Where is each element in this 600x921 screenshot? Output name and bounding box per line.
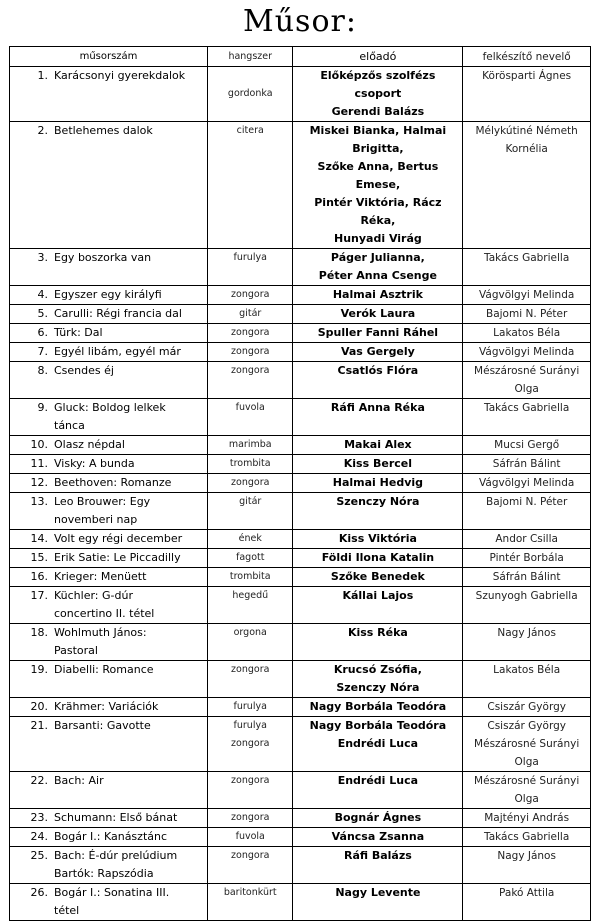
cell-teacher: Csiszár György (463, 698, 591, 717)
cell-piece (10, 661, 208, 698)
row-number: 24. (30, 830, 48, 843)
cell-teacher: Takács Gabriella (463, 828, 591, 847)
piece-title: Diabelli: Romance (54, 663, 154, 676)
cell-teacher: Nagy János (463, 624, 591, 661)
row-number: 13. (30, 495, 48, 508)
piece-title: Bogár I.: Sonatina III. tétel (54, 886, 170, 917)
cell-instrument: gordonka (208, 67, 293, 122)
table-row (10, 455, 591, 474)
header-instrument: hangszer (208, 47, 293, 67)
row-number: 1. (37, 69, 48, 82)
cell-piece (10, 847, 208, 884)
cell-performer: Halmai Hedvig (293, 474, 463, 493)
cell-piece (10, 884, 208, 921)
cell-performer: Krucsó Zsófia, Szenczy Nóra (293, 661, 463, 698)
row-number: 22. (30, 774, 48, 787)
table-row (10, 67, 591, 122)
cell-teacher: Sáfrán Bálint (463, 568, 591, 587)
piece-title: Türk: Dal (54, 326, 103, 339)
cell-piece (10, 809, 208, 828)
cell-piece (10, 624, 208, 661)
cell-piece (10, 455, 208, 474)
cell-instrument: furulya zongora (208, 717, 293, 772)
cell-instrument: orgona (208, 624, 293, 661)
cell-instrument: marimba (208, 436, 293, 455)
cell-instrument: hegedű (208, 587, 293, 624)
table-row (10, 809, 591, 828)
row-number: 4. (37, 288, 48, 301)
table-row (10, 249, 591, 286)
cell-teacher: Mélykútiné Németh Kornélia (463, 122, 591, 249)
table-row (10, 661, 591, 698)
piece-title: Barsanti: Gavotte (54, 719, 151, 732)
table-row (10, 717, 591, 772)
row-number: 17. (30, 589, 48, 602)
cell-instrument: trombita (208, 568, 293, 587)
cell-teacher: Mészárosné Surányi Olga (463, 772, 591, 809)
cell-performer: Vas Gergely (293, 343, 463, 362)
cell-piece (10, 436, 208, 455)
table-row (10, 828, 591, 847)
table-row (10, 549, 591, 568)
cell-performer: Előképzős szolfézs csoport Gerendi Balázs (293, 67, 463, 122)
cell-performer: Endrédi Luca (293, 772, 463, 809)
row-number: 18. (30, 626, 48, 639)
cell-performer: Miskei Bianka, Halmai Brigitta, Szőke Anna, Bertus Emese, Pintér Viktória, Rácz Réka, Hunyadi Virág (293, 122, 463, 249)
piece-title: Küchler: G-dúr concertino II. tétel (54, 589, 155, 620)
row-number: 15. (30, 551, 48, 564)
cell-piece (10, 828, 208, 847)
cell-instrument: fuvola (208, 399, 293, 436)
cell-instrument: gitár (208, 493, 293, 530)
header-piece: műsorszám (10, 47, 208, 67)
row-number: 19. (30, 663, 48, 676)
cell-piece (10, 772, 208, 809)
piece-title: Volt egy régi december (54, 532, 183, 545)
cell-piece (10, 305, 208, 324)
piece-title: Carulli: Régi francia dal (54, 307, 182, 320)
cell-performer: Kiss Viktória (293, 530, 463, 549)
row-number: 2. (37, 124, 48, 137)
cell-instrument: citera (208, 122, 293, 249)
piece-title: Bach: É-dúr prelúdium Bartók: Rapszódia (54, 849, 178, 880)
piece-title: Wohlmuth János: Pastoral (54, 626, 147, 657)
table-row (10, 568, 591, 587)
cell-performer: Csatlós Flóra (293, 362, 463, 399)
piece-title: Schumann: Első bánat (54, 811, 178, 824)
cell-piece (10, 343, 208, 362)
table-row (10, 493, 591, 530)
cell-teacher: Csiszár György Mészárosné Surányi Olga (463, 717, 591, 772)
cell-teacher: Takács Gabriella (463, 399, 591, 436)
table-row (10, 122, 591, 249)
cell-teacher: Pintér Borbála (463, 549, 591, 568)
cell-instrument: fuvola (208, 828, 293, 847)
cell-performer: Páger Julianna, Péter Anna Csenge (293, 249, 463, 286)
cell-teacher: Lakatos Béla (463, 324, 591, 343)
piece-title: Egyszer egy királyfi (54, 288, 162, 301)
cell-piece (10, 717, 208, 772)
table-row (10, 624, 591, 661)
piece-title: Bach: Air (54, 774, 104, 787)
cell-piece (10, 698, 208, 717)
cell-instrument: zongora (208, 847, 293, 884)
cell-performer: Makai Alex (293, 436, 463, 455)
row-number: 5. (37, 307, 48, 320)
piece-title: Leo Brouwer: Egy novemberi nap (54, 495, 151, 526)
piece-title: Visky: A bunda (54, 457, 135, 470)
cell-instrument: zongora (208, 286, 293, 305)
table-row (10, 474, 591, 493)
row-number: 3. (37, 251, 48, 264)
piece-title: Karácsonyi gyerekdalok (54, 69, 186, 82)
cell-performer: Nagy Borbála Teodóra (293, 698, 463, 717)
row-number: 6. (37, 326, 48, 339)
cell-piece (10, 249, 208, 286)
cell-performer: Ráfi Anna Réka (293, 399, 463, 436)
row-number: 9. (37, 401, 48, 414)
cell-instrument: furulya (208, 249, 293, 286)
cell-teacher: Vágvölgyi Melinda (463, 286, 591, 305)
piece-title: Csendes éj (54, 364, 114, 377)
row-number: 7. (37, 345, 48, 358)
piece-title: Betlehemes dalok (54, 124, 153, 137)
cell-performer: Verók Laura (293, 305, 463, 324)
cell-performer: Spuller Fanni Ráhel (293, 324, 463, 343)
cell-instrument: zongora (208, 809, 293, 828)
cell-teacher: Bajomi N. Péter (463, 493, 591, 530)
program-table (9, 46, 591, 921)
piece-title: Bogár I.: Kanásztánc (54, 830, 168, 843)
row-number: 25. (30, 849, 48, 862)
cell-instrument: furulya (208, 698, 293, 717)
cell-performer: Kiss Bercel (293, 455, 463, 474)
table-row (10, 286, 591, 305)
cell-performer: Szenczy Nóra (293, 493, 463, 530)
table-row (10, 324, 591, 343)
cell-teacher: Nagy János (463, 847, 591, 884)
piece-title: Egyél libám, egyél már (54, 345, 181, 358)
piece-title: Beethoven: Romanze (54, 476, 172, 489)
cell-instrument: baritonkürt (208, 884, 293, 921)
cell-teacher: Pakó Attila (463, 884, 591, 921)
header-teacher: felkészítő nevelő (463, 47, 591, 67)
row-number: 16. (30, 570, 48, 583)
cell-piece (10, 399, 208, 436)
cell-teacher: Mészárosné Surányi Olga (463, 362, 591, 399)
piece-title: Gluck: Boldog lelkek tánca (54, 401, 166, 432)
cell-performer: Halmai Asztrik (293, 286, 463, 305)
cell-performer: Földi Ilona Katalin (293, 549, 463, 568)
cell-instrument: trombita (208, 455, 293, 474)
piece-title: Krieger: Menüett (54, 570, 147, 583)
cell-performer: Váncsa Zsanna (293, 828, 463, 847)
cell-piece (10, 286, 208, 305)
cell-instrument: zongora (208, 772, 293, 809)
row-number: 20. (30, 700, 48, 713)
row-number: 10. (30, 438, 48, 451)
cell-instrument: zongora (208, 324, 293, 343)
table-row (10, 698, 591, 717)
row-number: 26. (30, 886, 48, 899)
row-number: 11. (30, 457, 48, 470)
cell-teacher: Majtényi András (463, 809, 591, 828)
cell-teacher: Sáfrán Bálint (463, 455, 591, 474)
header-performer: előadó (293, 47, 463, 67)
table-row (10, 884, 591, 921)
cell-instrument: zongora (208, 343, 293, 362)
table-header-row (10, 47, 591, 67)
cell-piece (10, 67, 208, 122)
cell-instrument: ének (208, 530, 293, 549)
cell-piece (10, 362, 208, 399)
table-row (10, 305, 591, 324)
table-row (10, 362, 591, 399)
table-row (10, 847, 591, 884)
cell-teacher: Körösparti Ágnes (463, 67, 591, 122)
cell-performer: Nagy Levente (293, 884, 463, 921)
cell-teacher: Vágvölgyi Melinda (463, 343, 591, 362)
row-number: 8. (37, 364, 48, 377)
piece-title: Egy boszorka van (54, 251, 152, 264)
row-number: 23. (30, 811, 48, 824)
cell-piece (10, 493, 208, 530)
cell-instrument: fagott (208, 549, 293, 568)
cell-performer: Ráfi Balázs (293, 847, 463, 884)
table-row (10, 436, 591, 455)
table-row (10, 772, 591, 809)
cell-performer: Bognár Ágnes (293, 809, 463, 828)
piece-title: Olasz népdal (54, 438, 125, 451)
cell-teacher: Vágvölgyi Melinda (463, 474, 591, 493)
cell-performer: Kiss Réka (293, 624, 463, 661)
cell-piece (10, 549, 208, 568)
row-number: 21. (30, 719, 48, 732)
cell-teacher: Szunyogh Gabriella (463, 587, 591, 624)
cell-performer: Szőke Benedek (293, 568, 463, 587)
table-row (10, 343, 591, 362)
cell-piece (10, 122, 208, 249)
cell-teacher: Mucsi Gergő (463, 436, 591, 455)
cell-teacher: Takács Gabriella (463, 249, 591, 286)
cell-performer: Nagy Borbála Teodóra Endrédi Luca (293, 717, 463, 772)
cell-instrument: zongora (208, 362, 293, 399)
cell-piece (10, 568, 208, 587)
row-number: 14. (30, 532, 48, 545)
cell-instrument: gitár (208, 305, 293, 324)
cell-teacher: Lakatos Béla (463, 661, 591, 698)
cell-performer: Kállai Lajos (293, 587, 463, 624)
table-row (10, 587, 591, 624)
page-title: Műsor: (243, 4, 357, 39)
cell-piece (10, 587, 208, 624)
piece-title: Krähmer: Variációk (54, 700, 159, 713)
cell-teacher: Andor Csilla (463, 530, 591, 549)
cell-piece (10, 474, 208, 493)
piece-title: Erik Satie: Le Piccadilly (54, 551, 181, 564)
table-row (10, 530, 591, 549)
cell-instrument: zongora (208, 474, 293, 493)
cell-instrument: zongora (208, 661, 293, 698)
cell-teacher: Bajomi N. Péter (463, 305, 591, 324)
cell-piece (10, 324, 208, 343)
table-row (10, 399, 591, 436)
row-number: 12. (30, 476, 48, 489)
cell-piece (10, 530, 208, 549)
